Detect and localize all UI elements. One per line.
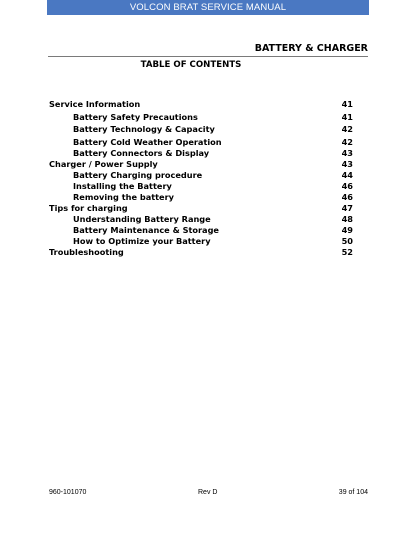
toc-entry-battery-technology-capacity[interactable] — [49, 123, 353, 136]
toc-entry-label: How to Optimize your Battery — [73, 236, 211, 246]
section-title: BATTERY & CHARGER — [254, 43, 368, 54]
toc-entry-page: 50 — [341, 236, 353, 246]
toc-entry-page: 44 — [341, 170, 353, 180]
toc-entry-label: Understanding Battery Range — [73, 214, 211, 224]
toc-entry-label: Battery Charging procedure — [73, 170, 203, 180]
footer-doc-number: 960-101070 — [49, 489, 87, 496]
toc-entry-label: Charger / Power Supply — [49, 159, 158, 169]
toc-entry-page: 42 — [341, 136, 353, 147]
toc-entry-page: 46 — [341, 181, 353, 191]
toc-entry-page: 47 — [341, 203, 353, 213]
toc-entry-battery-charging-procedure[interactable] — [49, 170, 353, 181]
toc-entry-label: Removing the battery — [73, 192, 174, 202]
toc-entry-battery-maintenance-storage[interactable] — [49, 225, 353, 236]
toc-entry-removing-the-battery[interactable] — [49, 192, 353, 203]
toc-entry-label: Service Information — [49, 99, 141, 109]
toc-entry-how-to-optimize-your-battery[interactable] — [49, 236, 353, 247]
table-of-contents — [49, 98, 353, 258]
toc-entry-page: 48 — [341, 214, 353, 224]
toc-entry-page: 41 — [341, 111, 353, 122]
toc-entry-label: Battery Safety Precautions — [73, 111, 198, 122]
toc-entry-page: 42 — [341, 124, 353, 134]
toc-entry-service-information[interactable] — [49, 98, 353, 111]
footer-revision: Rev D — [198, 489, 218, 496]
section-divider — [48, 56, 368, 57]
toc-entry-label: Installing the Battery — [73, 181, 172, 191]
toc-entry-label: Tips for charging — [49, 203, 128, 213]
toc-entry-page: 43 — [341, 148, 353, 158]
toc-entry-label: Battery Cold Weather Operation — [73, 136, 222, 147]
toc-entry-troubleshooting[interactable] — [49, 247, 353, 258]
toc-entry-battery-cold-weather-operation[interactable] — [49, 136, 353, 149]
toc-entry-label: Battery Maintenance & Storage — [73, 225, 219, 235]
toc-entry-installing-the-battery[interactable] — [49, 181, 353, 192]
footer-page-info: 39 of 104 — [338, 489, 368, 496]
toc-entry-label: Battery Connectors & Display — [73, 148, 210, 158]
toc-entry-page: 46 — [341, 192, 353, 202]
toc-title: TABLE OF CONTENTS — [140, 60, 242, 70]
toc-entry-page: 49 — [341, 225, 353, 235]
manual-header-banner: VOLCON BRAT SERVICE MANUAL — [47, 0, 369, 15]
toc-entry-understanding-battery-range[interactable] — [49, 214, 353, 225]
toc-entry-page: 52 — [341, 247, 353, 257]
toc-entry-page: 43 — [341, 159, 353, 169]
toc-entry-tips-for-charging[interactable] — [49, 203, 353, 214]
toc-entry-label: Battery Technology & Capacity — [73, 124, 215, 134]
toc-entry-battery-safety-precautions[interactable] — [49, 111, 353, 124]
toc-entry-charger-power-supply[interactable] — [49, 159, 353, 170]
toc-entry-label: Troubleshooting — [49, 247, 124, 257]
toc-entry-page: 41 — [341, 99, 353, 109]
toc-entry-battery-connectors-display[interactable] — [49, 148, 353, 159]
